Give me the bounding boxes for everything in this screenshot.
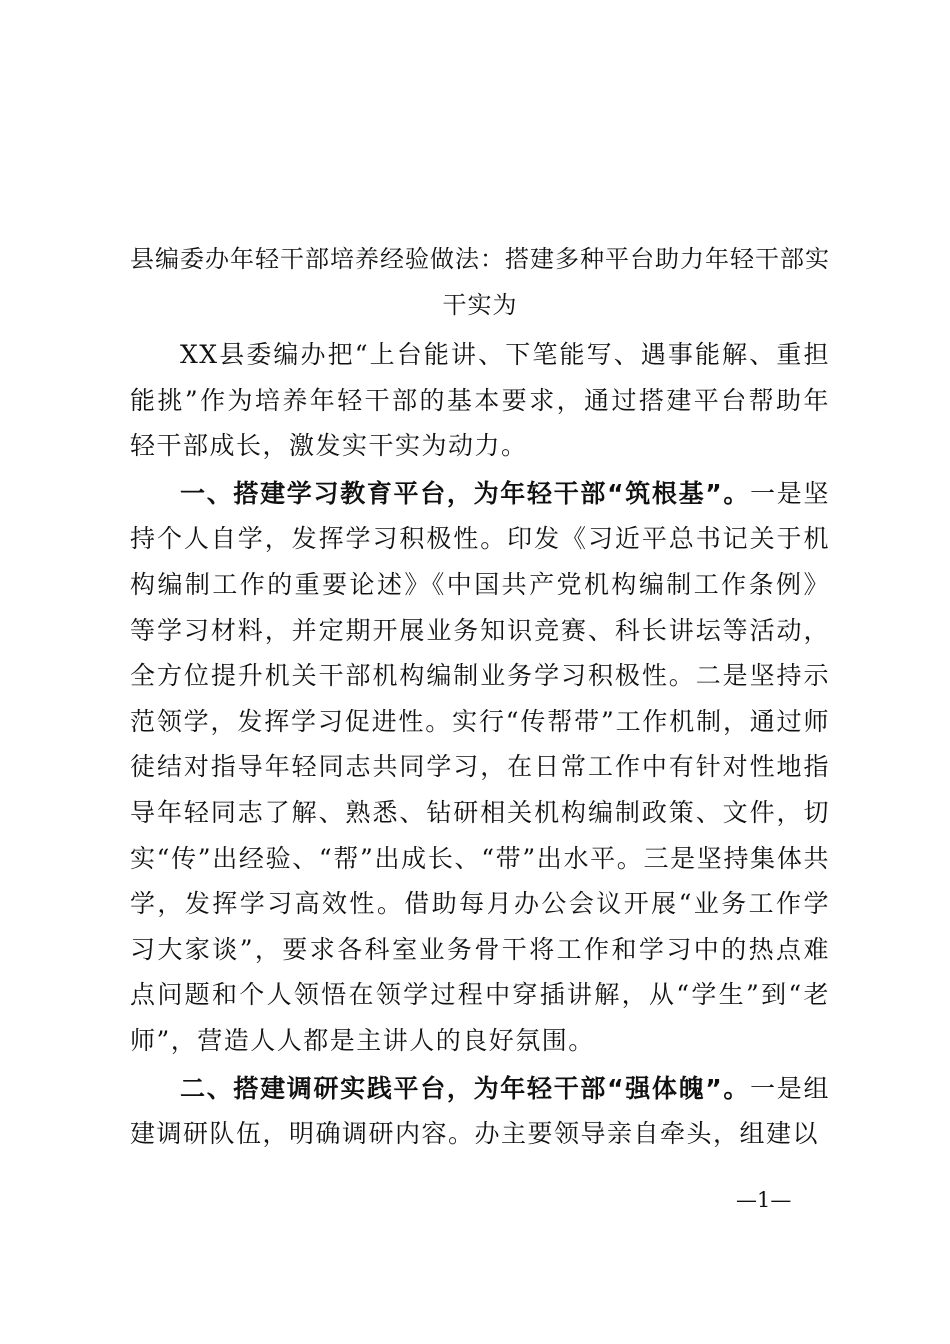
paragraph-text: 一是组建调研队伍，明确调研内容。办主要领导亲自牵头，组建以 — [130, 1073, 830, 1149]
paragraph-section-2 — [130, 1066, 830, 1157]
section-heading: 二、搭建调研实践平台，为年轻干部“强体魄”。 — [180, 1073, 751, 1103]
document-body — [130, 332, 830, 1159]
paragraph-text: 一是坚持个人自学，发挥学习积极性。印发《习近平总书记关于机构编制工作的重要论述》《中国共产党机构编制工作条例》等学习材料，并定期开展业务知识竞赛、科长讲坛等活动，全方位提升机关干部机构编制业务学习积极性。二是坚持示范领学，发挥学习促进性。实行“传帮带”工作机制，通过师徒结对指导年轻同志共同学习，在日常工作中有针对性地指导年轻同志了解、熟悉、钻研相关机构编制政策、文件，切实“传”出经验、“帮”出成长、“带”出水平。三是坚持集体共学，发挥学习高效性。借助每月办公会议开展“业务工作学习大家谈”，要求各科室业务骨干将工作和学习中的热点难点问题和个人领悟在领学过程中穿插讲解，从“学生”到“老师”，营造人人都是主讲人的良好氛围。 — [130, 478, 830, 1055]
paragraph-intro — [130, 332, 830, 469]
paragraph-text: XX县委编办把“上台能讲、下笔能写、遇事能解、重担能挑”作为培养年轻干部的基本要求，通过搭建平台帮助年轻干部成长，激发实干实为动力。 — [130, 340, 830, 461]
page-number: —1— — [736, 1188, 792, 1212]
section-heading: 一、搭建学习教育平台，为年轻干部“筑根基”。 — [180, 478, 751, 508]
document-title: 县编委办年轻干部培养经验做法：搭建多种平台助力年轻干部实干实为 — [130, 245, 830, 319]
paragraph-section-1 — [130, 471, 830, 1064]
